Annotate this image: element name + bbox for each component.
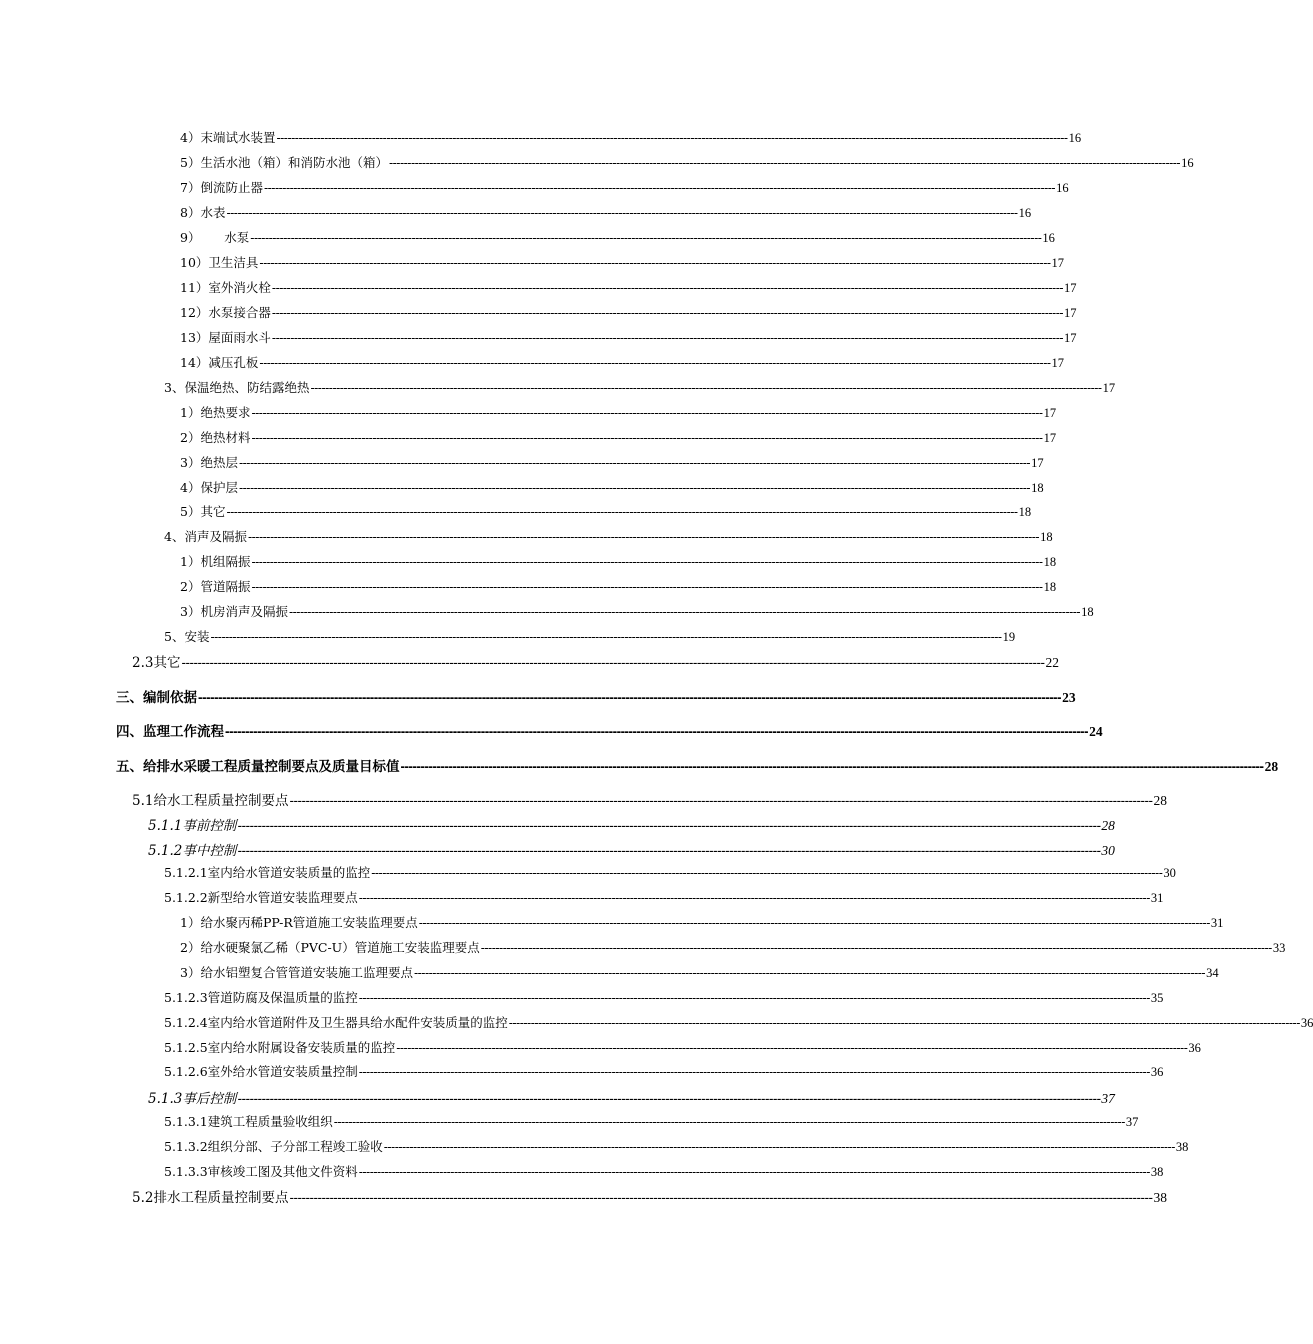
toc-entry[interactable] — [180, 353, 1065, 371]
toc-page-number: 31 — [1210, 916, 1224, 930]
toc-entry[interactable] — [180, 178, 1069, 196]
toc-entry-title: 5.1.2.5室内给水附属设备安装质量的监控 — [164, 1040, 396, 1055]
toc-page-number: 17 — [1043, 406, 1057, 420]
toc-leader: ------------------------------------------------------------------------------------------------------------------------------------------------------------------------------------------------------------------------ — [413, 966, 1206, 980]
toc-page-number: 16 — [1181, 156, 1194, 170]
toc-entry-title: 4、消声及隔振 — [164, 529, 247, 544]
toc-entry[interactable] — [164, 378, 1116, 396]
toc-leader: ------------------------------------------------------------------------------------------------------------------------------------------------------------------------------------------------------------------------ — [251, 580, 1043, 594]
toc-leader: ------------------------------------------------------------------------------------------------------------------------------------------------------------------------------------------------------------------------ — [271, 306, 1064, 320]
toc-entry-title: 5.1.2.6室外给水管道安装质量控制 — [164, 1064, 358, 1079]
toc-entry[interactable] — [180, 153, 1194, 171]
toc-page-number: 18 — [1040, 530, 1053, 544]
toc-page-number: 18 — [1031, 481, 1044, 495]
toc-entry-title: 1）机组隔振 — [180, 554, 251, 569]
toc-entry-title: 7）倒流防止器 — [180, 180, 263, 195]
toc-entry-title: 5.1.2.3管道防腐及保温质量的监控 — [164, 990, 358, 1005]
toc-entry[interactable] — [180, 328, 1077, 346]
toc-entry-title: 8）水表 — [180, 205, 226, 220]
toc-page-number: 35 — [1150, 991, 1164, 1005]
toc-entry[interactable] — [132, 789, 1168, 809]
toc-page-number: 36 — [1150, 1065, 1164, 1079]
toc-page-number: 18 — [1043, 555, 1057, 569]
toc-leader: ------------------------------------------------------------------------------------------------------------------------------------------------------------------------------------------------------------------------ — [263, 181, 1056, 195]
toc-leader: ------------------------------------------------------------------------------------------------------------------------------------------------------------------------------------------------------------------------ — [271, 331, 1064, 345]
toc-entry-title: 9） 水泵 — [180, 230, 250, 245]
toc-entry[interactable] — [132, 1186, 1168, 1206]
toc-leader: ------------------------------------------------------------------------------------------------------------------------------------------------------------------------------------------------------------------------ — [371, 866, 1163, 880]
toc-page-number: 30 — [1101, 843, 1115, 858]
toc-entry[interactable] — [132, 651, 1060, 671]
toc-leader: ------------------------------------------------------------------------------------------------------------------------------------------------------------------------------------------------------------------------ — [237, 818, 1101, 833]
toc-entry[interactable] — [180, 502, 1032, 520]
toc-page-number: 17 — [1031, 456, 1044, 470]
toc-entry-title: 5.1.2事中控制 — [148, 843, 237, 859]
toc-page-number: 38 — [1175, 1140, 1189, 1154]
toc-entry[interactable] — [116, 755, 1279, 775]
toc-leader: ------------------------------------------------------------------------------------------------------------------------------------------------------------------------------------------------------------------------ — [388, 156, 1181, 170]
toc-entry-title: 4）保护层 — [180, 480, 238, 495]
toc-page-number: 38 — [1153, 1190, 1168, 1205]
toc-leader: ------------------------------------------------------------------------------------------------------------------------------------------------------------------------------------------------------------------------ — [251, 406, 1043, 420]
toc-leader: ------------------------------------------------------------------------------------------------------------------------------------------------------------------------------------------------------------------------ — [251, 555, 1043, 569]
toc-leader: ------------------------------------------------------------------------------------------------------------------------------------------------------------------------------------------------------------------------ — [358, 1065, 1150, 1079]
toc-entry[interactable] — [180, 403, 1057, 421]
toc-entry[interactable] — [180, 278, 1077, 296]
toc-leader: ------------------------------------------------------------------------------------------------------------------------------------------------------------------------------------------------------------------------ — [237, 843, 1101, 858]
toc-leader: ------------------------------------------------------------------------------------------------------------------------------------------------------------------------------------------------------------------------ — [247, 530, 1040, 544]
toc-page-number: 18 — [1018, 505, 1032, 519]
toc-page-number: 37 — [1125, 1115, 1139, 1129]
toc-leader: ------------------------------------------------------------------------------------------------------------------------------------------------------------------------------------------------------------------------ — [288, 605, 1081, 619]
toc-entry[interactable] — [180, 602, 1094, 620]
toc-entry-title: 10）卫生洁具 — [180, 255, 259, 270]
toc-entry-title: 5.2排水工程质量控制要点 — [132, 1190, 289, 1206]
toc-leader: ------------------------------------------------------------------------------------------------------------------------------------------------------------------------------------------------------------------------ — [198, 690, 1062, 705]
toc-page-number: 22 — [1045, 655, 1060, 670]
toc-entry[interactable] — [148, 839, 1115, 859]
toc-entry-title: 5）其它 — [180, 504, 226, 519]
toc-page-number: 37 — [1101, 1091, 1115, 1106]
toc-entry[interactable] — [164, 1162, 1164, 1180]
toc-entry-title: 四、监理工作流程 — [116, 724, 224, 740]
toc-leader: ------------------------------------------------------------------------------------------------------------------------------------------------------------------------------------------------------------------------ — [251, 431, 1043, 445]
toc-page-number: 18 — [1081, 605, 1094, 619]
toc-leader: ------------------------------------------------------------------------------------------------------------------------------------------------------------------------------------------------------------------------ — [271, 281, 1064, 295]
toc-page-number: 30 — [1163, 866, 1176, 880]
toc-page-number: 17 — [1064, 281, 1077, 295]
toc-page-number: 19 — [1002, 630, 1016, 644]
toc-entry-title: 5.1.2.1室内给水管道安装质量的监控 — [164, 865, 371, 880]
toc-entry[interactable] — [180, 963, 1219, 981]
toc-entry[interactable] — [164, 1013, 1313, 1031]
toc-leader: ------------------------------------------------------------------------------------------------------------------------------------------------------------------------------------------------------------------------ — [238, 481, 1031, 495]
toc-entry[interactable] — [180, 253, 1065, 271]
toc-entry-title: 5.1.2.4室内给水管道附件及卫生器具给水配件安装质量的监控 — [164, 1015, 508, 1030]
toc-page-number: 16 — [1068, 131, 1082, 145]
toc-entry-title: 5.1.3.2组织分部、子分部工程竣工验收 — [164, 1139, 383, 1154]
toc-entry[interactable] — [164, 1137, 1189, 1155]
toc-entry[interactable] — [180, 453, 1044, 471]
toc-entry[interactable] — [180, 938, 1286, 956]
toc-leader: ------------------------------------------------------------------------------------------------------------------------------------------------------------------------------------------------------------------------ — [310, 381, 1102, 395]
toc-entry[interactable] — [148, 1087, 1115, 1107]
toc-leader: ------------------------------------------------------------------------------------------------------------------------------------------------------------------------------------------------------------------------ — [225, 724, 1089, 739]
toc-entry-title: 2）给水硬聚氯乙稀（PVC-U）管道施工安装监理要点 — [180, 940, 480, 955]
toc-entry-title: 4）末端试水装置 — [180, 130, 276, 145]
toc-leader: ------------------------------------------------------------------------------------------------------------------------------------------------------------------------------------------------------------------------ — [289, 793, 1153, 808]
toc-entry-title: 11）室外消火栓 — [180, 280, 271, 295]
toc-page-number: 17 — [1102, 381, 1116, 395]
toc-leader: ------------------------------------------------------------------------------------------------------------------------------------------------------------------------------------------------------------------------ — [259, 356, 1051, 370]
toc-page-number: 17 — [1051, 256, 1065, 270]
toc-entry-title: 5.1给水工程质量控制要点 — [132, 793, 289, 809]
toc-leader: ------------------------------------------------------------------------------------------------------------------------------------------------------------------------------------------------------------------------ — [276, 131, 1068, 145]
toc-entry[interactable] — [180, 552, 1057, 570]
toc-entry[interactable] — [180, 428, 1057, 446]
toc-leader: ------------------------------------------------------------------------------------------------------------------------------------------------------------------------------------------------------------------------ — [480, 941, 1272, 955]
toc-leader: ------------------------------------------------------------------------------------------------------------------------------------------------------------------------------------------------------------------------ — [226, 505, 1018, 519]
toc-page-number: 17 — [1043, 431, 1057, 445]
toc-page-number: 34 — [1206, 966, 1219, 980]
toc-entry-title: 三、编制依据 — [116, 690, 197, 706]
toc-entry[interactable] — [180, 203, 1032, 221]
toc-page-number: 18 — [1043, 580, 1057, 594]
toc-leader: ------------------------------------------------------------------------------------------------------------------------------------------------------------------------------------------------------------------------ — [508, 1016, 1300, 1030]
toc-entry-title: 12）水泵接合器 — [180, 305, 271, 320]
toc-page-number: 23 — [1062, 690, 1076, 705]
toc-entry[interactable] — [180, 577, 1057, 595]
toc-entry[interactable] — [180, 303, 1077, 321]
toc-page-number: 17 — [1051, 356, 1065, 370]
toc-page-number: 16 — [1018, 206, 1032, 220]
toc-leader: ------------------------------------------------------------------------------------------------------------------------------------------------------------------------------------------------------------------------ — [289, 1190, 1153, 1205]
toc-entry[interactable] — [180, 228, 1055, 246]
toc-page-number: 28 — [1153, 793, 1168, 808]
toc-entry[interactable] — [180, 478, 1044, 496]
toc-entry[interactable] — [164, 1038, 1201, 1056]
toc-page-number: 24 — [1089, 724, 1103, 739]
toc-leader: ------------------------------------------------------------------------------------------------------------------------------------------------------------------------------------------------------------------------ — [226, 206, 1018, 220]
toc-leader: ------------------------------------------------------------------------------------------------------------------------------------------------------------------------------------------------------------------------ — [250, 231, 1042, 245]
toc-entry-title: 5.1.1事前控制 — [148, 818, 237, 834]
toc-page-number: 33 — [1272, 941, 1286, 955]
toc-leader: ------------------------------------------------------------------------------------------------------------------------------------------------------------------------------------------------------------------------ — [181, 655, 1045, 670]
toc-entry-title: 5.1.3事后控制 — [148, 1091, 237, 1107]
toc-entry[interactable] — [116, 720, 1103, 740]
toc-leader: ------------------------------------------------------------------------------------------------------------------------------------------------------------------------------------------------------------------------ — [358, 991, 1150, 1005]
toc-entry-title: 2）管道隔振 — [180, 579, 251, 594]
toc-page-number: 36 — [1188, 1041, 1201, 1055]
toc-page-number: 28 — [1264, 759, 1279, 774]
toc-leader: ------------------------------------------------------------------------------------------------------------------------------------------------------------------------------------------------------------------------ — [259, 256, 1051, 270]
toc-page-number: 17 — [1064, 306, 1077, 320]
toc-entry-title: 3）绝热层 — [180, 455, 238, 470]
toc-leader: ------------------------------------------------------------------------------------------------------------------------------------------------------------------------------------------------------------------------ — [400, 759, 1264, 774]
toc-leader: ------------------------------------------------------------------------------------------------------------------------------------------------------------------------------------------------------------------------ — [237, 1091, 1101, 1106]
toc-entry-title: 五、给排水采暖工程质量控制要点及质量目标值 — [116, 759, 400, 775]
toc-entry-title: 1）绝热要求 — [180, 405, 251, 420]
toc-page-number: 38 — [1150, 1165, 1164, 1179]
toc-leader: ------------------------------------------------------------------------------------------------------------------------------------------------------------------------------------------------------------------------ — [210, 630, 1002, 644]
toc-entry-title: 13）屋面雨水斗 — [180, 330, 271, 345]
toc-entry[interactable] — [164, 1062, 1164, 1080]
toc-entry-title: 14）减压孔板 — [180, 355, 259, 370]
toc-leader: ------------------------------------------------------------------------------------------------------------------------------------------------------------------------------------------------------------------------ — [383, 1140, 1175, 1154]
toc-entry[interactable] — [164, 888, 1164, 906]
toc-entry-title: 3）机房消声及隔振 — [180, 604, 288, 619]
toc-leader: ------------------------------------------------------------------------------------------------------------------------------------------------------------------------------------------------------------------------ — [238, 456, 1031, 470]
toc-entry[interactable] — [164, 527, 1053, 545]
toc-page-number: 16 — [1056, 181, 1069, 195]
toc-page-number: 16 — [1042, 231, 1055, 245]
toc-entry-title: 3、保温绝热、防结露绝热 — [164, 380, 310, 395]
toc-entry-title: 5.1.3.3审核竣工图及其他文件资料 — [164, 1164, 358, 1179]
toc-page-number: 28 — [1101, 818, 1115, 833]
toc-leader: ------------------------------------------------------------------------------------------------------------------------------------------------------------------------------------------------------------------------ — [418, 916, 1210, 930]
toc-entry[interactable] — [180, 913, 1224, 931]
toc-entry[interactable] — [116, 686, 1076, 706]
toc-entry[interactable] — [180, 128, 1082, 146]
toc-entry-title: 3）给水铝塑复合管管道安装施工监理要点 — [180, 965, 413, 980]
toc-leader: ------------------------------------------------------------------------------------------------------------------------------------------------------------------------------------------------------------------------ — [358, 891, 1150, 905]
toc-entry-title: 2）绝热材料 — [180, 430, 251, 445]
toc-entry-title: 2.3其它 — [132, 655, 181, 671]
toc-entry[interactable] — [164, 627, 1016, 645]
toc-page-number: 31 — [1150, 891, 1164, 905]
toc-entry-title: 1）给水聚丙稀PP-R管道施工安装监理要点 — [180, 915, 418, 930]
toc-leader: ------------------------------------------------------------------------------------------------------------------------------------------------------------------------------------------------------------------------ — [358, 1165, 1150, 1179]
toc-entry[interactable] — [164, 1112, 1139, 1130]
toc-page-number: 17 — [1064, 331, 1077, 345]
toc-entry-title: 5）生活水池（箱）和消防水池（箱） — [180, 155, 388, 170]
toc-leader: ------------------------------------------------------------------------------------------------------------------------------------------------------------------------------------------------------------------------ — [396, 1041, 1188, 1055]
toc-entry-title: 5.1.2.2新型给水管道安装监理要点 — [164, 890, 358, 905]
toc-entry[interactable] — [164, 988, 1164, 1006]
toc-leader: ------------------------------------------------------------------------------------------------------------------------------------------------------------------------------------------------------------------------ — [333, 1115, 1125, 1129]
toc-entry[interactable] — [148, 814, 1115, 834]
toc-entry[interactable] — [164, 863, 1176, 881]
toc-entry-title: 5、安装 — [164, 629, 210, 644]
toc-entry-title: 5.1.3.1建筑工程质量验收组织 — [164, 1114, 333, 1129]
toc-page-number: 36 — [1300, 1016, 1313, 1030]
